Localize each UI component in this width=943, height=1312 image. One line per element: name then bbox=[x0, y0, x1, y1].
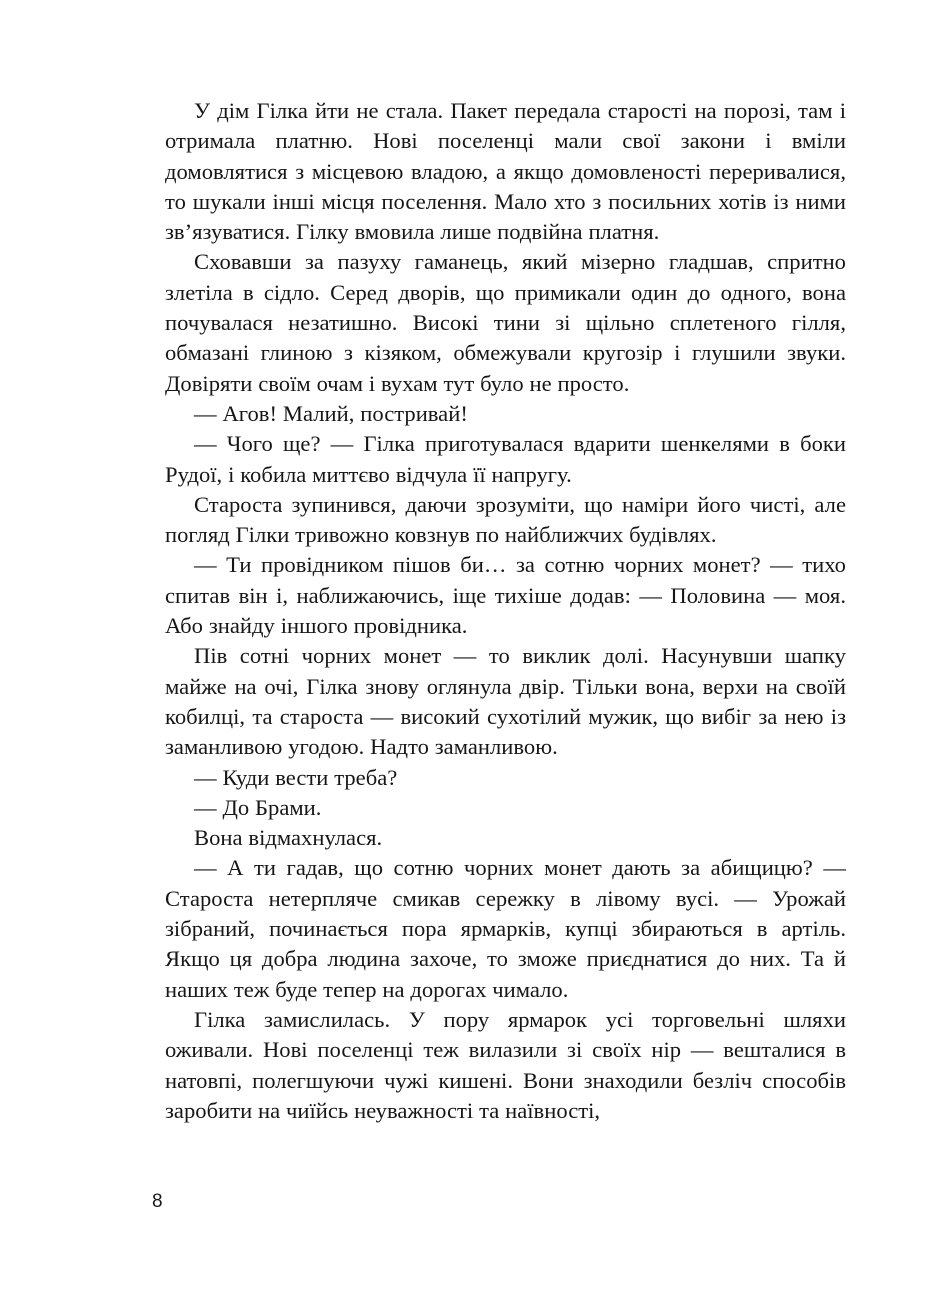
paragraph: Староста зупинився, даючи зрозуміти, що наміри його чисті, але погляд Гілки тривожно ковзнув по найближчих будівлях. bbox=[165, 491, 846, 548]
paragraph-dialogue: — А ти гадав, що сотню чорних монет дають за абищицю? — Староста нетерпляче смикав сережку в лівому вусі. — Урожай зібраний, починається пора ярмарків, купці збираються в артіль. Якщо ця добра людина захоче, то зможе приєднатися до них. Та й наших теж буде тепер на дорогах чимало. bbox=[165, 855, 846, 1002]
paragraph: Вона відмахнулася. bbox=[194, 825, 383, 851]
paragraph-dialogue: — До Брами. bbox=[194, 794, 322, 820]
paragraph: Сховавши за пазуху гаманець, який мізерно гладшав, спритно злетіла в сідло. Серед дворів, що примикали один до одного, вона почувалася незатишно. Високі тини зі щільно сплетеного гілля, обмазані глиною з кізяком, обмежували кругозір і глушили звуки. Довіряти своїм очам і вухам тут було не просто. bbox=[165, 249, 846, 396]
paragraph: Пів сотні чорних монет — то виклик долі. Насунувши шапку майже на очі, Гілка знову оглянула двір. Тільки вона, верхи на своїй кобилці, та староста — високий сухотілий мужик, що вибіг за нею із заманливою угодою. Надто заманливою. bbox=[165, 643, 846, 760]
paragraph-dialogue: — Агов! Малий, постривай! bbox=[194, 400, 468, 426]
paragraph: У дім Гілка йти не стала. Пакет передала старості на порозі, там і отримала платню. Нові поселенці мали свої закони і вміли домовлятися з місцевою владою, а якщо домовленості переривалися, то шукали інші місця поселення. Мало хто з посильних хотів із ними зв’язуватися. Гілку вмовила лише подвійна платня. bbox=[165, 98, 846, 245]
paragraph: Гілка замислилась. У пору ярмарок усі торговельні шляхи оживали. Нові поселенці теж вилазили зі своїх нір — вешталися в натовпі, полегшуючи чужі кишені. Вони знаходили безліч способів заробити на чиїйсь неуважності та наївності, bbox=[165, 1006, 846, 1123]
paragraph-dialogue: — Куди вести треба? bbox=[194, 764, 398, 790]
paragraph-dialogue: — Ти провідником пішов би… за сотню чорних монет? — тихо спитав він і, наближаючись, іще тихіше додав: — Половина — моя. Або знайду іншого провідника. bbox=[165, 552, 846, 639]
body-text-column bbox=[165, 96, 846, 1126]
paragraph-dialogue: — Чого ще? — Гілка приготувалася вдарити шенкелями в боки Рудої, і кобила миттєво відчула її напругу. bbox=[165, 431, 846, 487]
page-number: 8 bbox=[152, 1191, 163, 1212]
